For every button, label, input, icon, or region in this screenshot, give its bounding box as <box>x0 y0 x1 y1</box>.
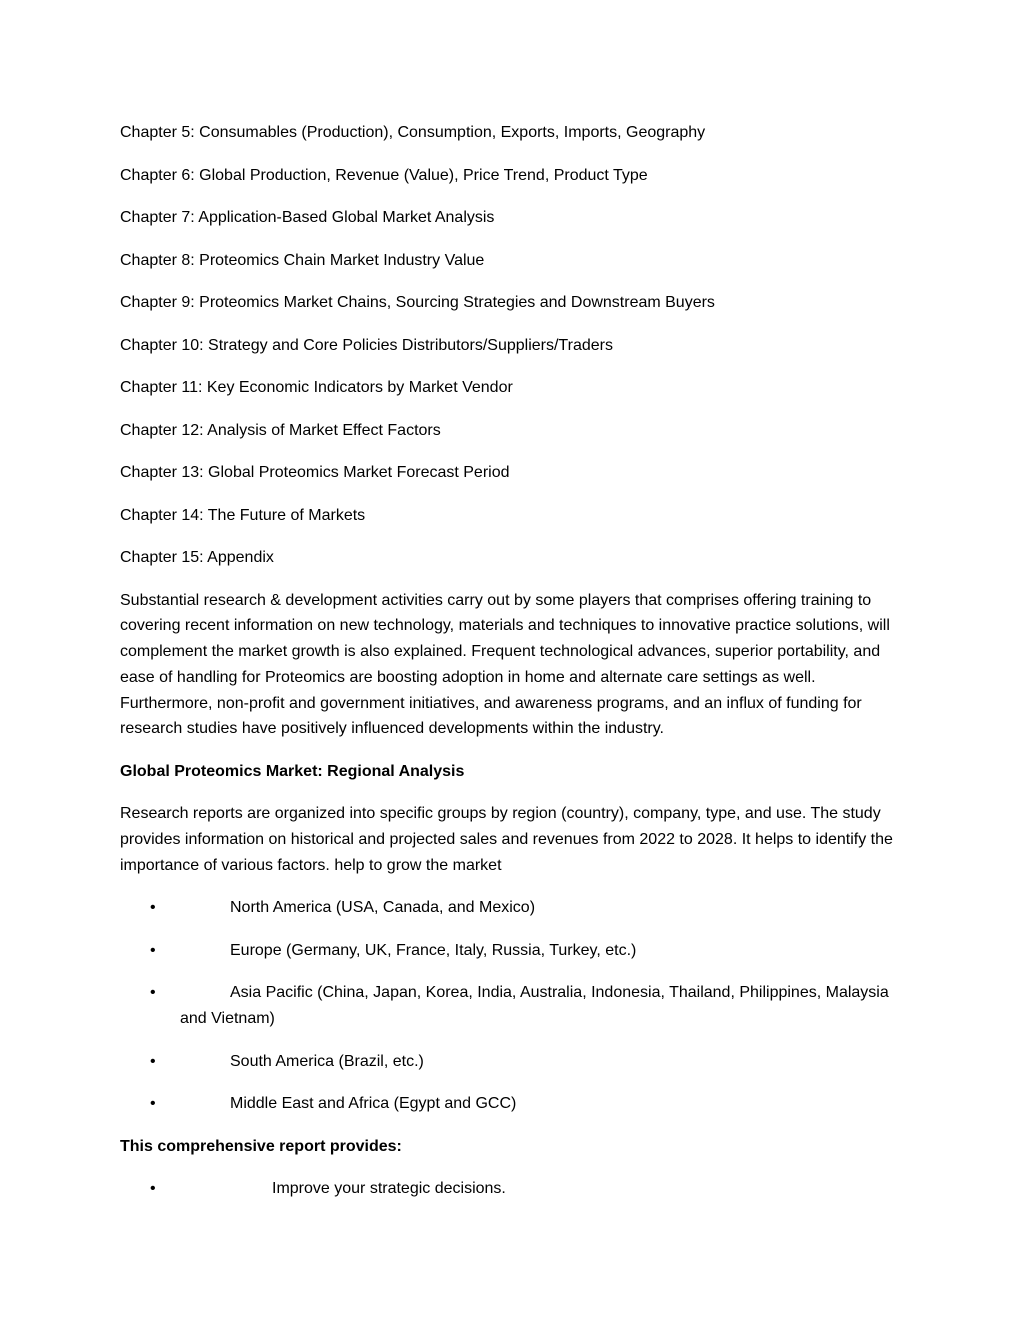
report-list <box>120 1176 910 1202</box>
list-item <box>120 938 910 964</box>
list-item <box>120 1049 910 1075</box>
chapter-item: Chapter 11: Key Economic Indicators by Market Vendor <box>120 379 513 396</box>
region-label: South America (Brazil, etc.) <box>230 1052 424 1070</box>
chapter-list <box>120 120 910 571</box>
regional-paragraph: Research reports are organized into specific groups by region (country), company, type, and use. The study provides information on historical and projected sales and revenues from 2022 to 2028. It helps to identify the importance of various factors. help to grow the market <box>120 805 893 874</box>
chapter-item: Chapter 10: Strategy and Core Policies Distributors/Suppliers/Traders <box>120 336 613 354</box>
research-paragraph: Substantial research & development activities carry out by some players that comprises offering training to covering recent information on new technology, materials and techniques to innovative practice solutions, will complement the market growth is also explained. Frequent technological advances, superior portability, and ease of handling for Proteomics are boosting adoption in home and alternate care settings as well. Furthermore, non-profit and government initiatives, and awareness programs, and an influx of funding for research studies have positively influenced developments within the industry. <box>120 591 890 738</box>
report-provides-heading: This comprehensive report provides: <box>120 1137 402 1155</box>
chapter-item: Chapter 7: Application-Based Global Market Analysis <box>120 209 495 226</box>
chapter-item: Chapter 6: Global Production, Revenue (Value), Price Trend, Product Type <box>120 166 648 184</box>
chapter-item: Chapter 14: The Future of Markets <box>120 506 366 524</box>
chapter-item: Chapter 15: Appendix <box>120 549 274 566</box>
list-item <box>120 980 910 1032</box>
chapter-item: Chapter 9: Proteomics Market Chains, Sourcing Strategies and Downstream Buyers <box>120 294 715 311</box>
list-item <box>120 895 910 921</box>
list-item <box>120 1176 910 1202</box>
bullet-icon: • <box>150 1180 156 1198</box>
chapter-item: Chapter 13: Global Proteomics Market Forecast Period <box>120 464 510 481</box>
chapter-item: Chapter 5: Consumables (Production), Consumption, Exports, Imports, Geography <box>120 124 706 141</box>
region-list <box>120 895 910 1117</box>
region-label: Middle East and Africa (Egypt and GCC) <box>230 1095 517 1113</box>
bullet-icon: • <box>150 1095 156 1113</box>
bullet-icon: • <box>150 899 156 917</box>
report-item-label: Improve your strategic decisions. <box>272 1180 506 1198</box>
regional-analysis-heading: Global Proteomics Market: Regional Analysis <box>120 762 465 780</box>
bullet-icon: • <box>150 941 156 959</box>
list-item <box>120 1091 910 1117</box>
region-label: North America (USA, Canada, and Mexico) <box>230 899 536 917</box>
document-page <box>120 120 910 1219</box>
chapter-item: Chapter 12: Analysis of Market Effect Factors <box>120 421 441 439</box>
bullet-icon: • <box>150 1052 156 1070</box>
chapter-item: Chapter 8: Proteomics Chain Market Industry Value <box>120 251 485 269</box>
bullet-icon: • <box>150 984 156 1002</box>
region-label: Europe (Germany, UK, France, Italy, Russia, Turkey, etc.) <box>230 941 637 959</box>
region-label: Asia Pacific (China, Japan, Korea, India, Australia, Indonesia, Thailand, Philippines, Malaysia and Vietnam) <box>180 984 889 1028</box>
